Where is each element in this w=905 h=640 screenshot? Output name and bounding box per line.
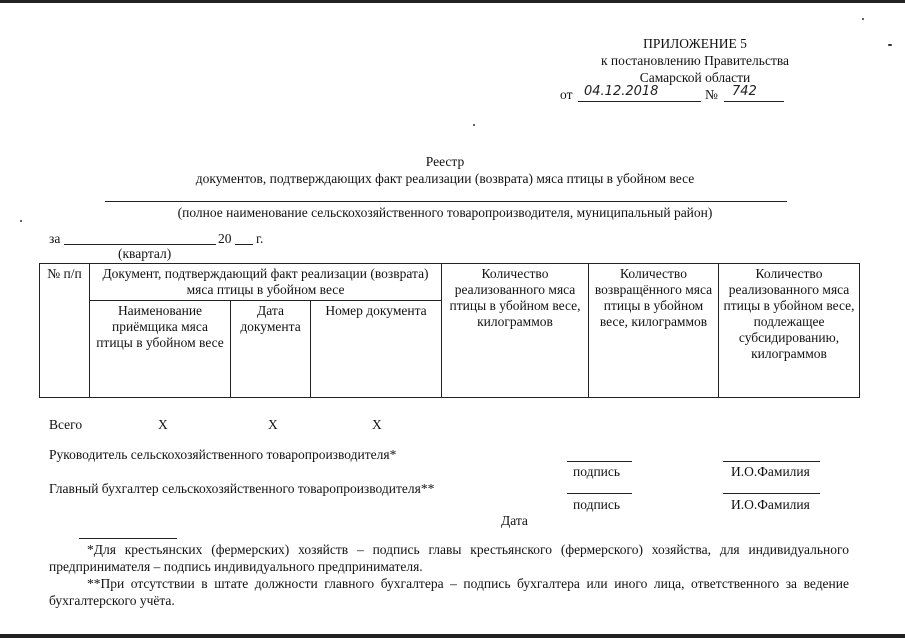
accountant-name-caption: И.О.Фамилия <box>731 497 810 512</box>
quarter-caption: (квартал) <box>118 246 172 261</box>
appendix-title: ПРИЛОЖЕНИЕ 5 <box>643 36 747 51</box>
appendix-date-handwritten: 04.12.2018 <box>584 84 659 99</box>
scan-bottom-edge <box>0 634 905 638</box>
col-header-returned-quantity: Количество возвращённого мяса птицы в убойном весе, килограммов <box>589 264 719 398</box>
head-signature-caption: подпись <box>573 464 621 479</box>
col-header-subsidy-quantity: Количество реализованного мяса птицы в убойном весе, подлежащее субсидированию, килограммов <box>719 264 860 398</box>
accountant-name-line <box>723 493 820 494</box>
producer-name-line <box>105 201 787 202</box>
accountant-signature-caption: подпись <box>573 497 621 512</box>
period-century: 20 <box>218 231 232 246</box>
scan-speck <box>862 18 864 20</box>
accountant-signature-label: Главный бухгалтер сельскохозяйственного товаропроизводителя** <box>49 481 435 496</box>
date-label: Дата <box>501 513 528 528</box>
appendix-region-line: Самарской области <box>639 70 751 85</box>
col-header-receiver: Наименование приёмщика мяса птицы в убойном весе <box>90 301 231 398</box>
scan-speck <box>888 44 892 46</box>
registry-subtitle: документов, подтверждающих факт реализации (возврата) мяса птицы в убойном весе <box>195 171 695 186</box>
appendix-date-line <box>578 101 701 102</box>
footnote-2: **При отсутствии в штате должности главного бухгалтера – подпись бухгалтера или иного лица, ответственного за ведение бухгалтерского учёта. <box>49 576 849 608</box>
totals-mark-date: X <box>268 417 278 432</box>
accountant-signature-line <box>567 493 632 494</box>
appendix-decree-line: к постановлению Правительства <box>600 53 790 68</box>
appendix-number-prefix: № <box>705 87 718 102</box>
head-signature-line <box>567 461 632 462</box>
scan-speck <box>20 220 22 222</box>
head-name-caption: И.О.Фамилия <box>731 464 810 479</box>
col-header-sold-quantity: Количество реализованного мяса птицы в убойном весе, килограммов <box>442 264 589 398</box>
footnote-separator <box>79 538 177 539</box>
producer-name-caption: (полное наименование сельскохозяйственного товаропроизводителя, муниципальный район) <box>177 205 713 220</box>
scan-speck <box>473 124 475 126</box>
totals-mark-receiver: X <box>158 417 168 432</box>
totals-mark-number: X <box>372 417 382 432</box>
scan-top-edge <box>0 0 905 3</box>
head-name-line <box>723 461 820 462</box>
col-header-document-group: Документ, подтверждающий факт реализации (возврата) мяса птицы в убойном весе <box>90 264 442 301</box>
footnotes <box>49 541 849 609</box>
period-year-suffix: г. <box>256 231 264 246</box>
appendix-date-prefix: от <box>560 87 573 102</box>
year-line <box>235 244 253 245</box>
appendix-number-handwritten: 742 <box>732 84 757 99</box>
col-header-number: № п/п <box>40 264 90 398</box>
col-header-document-number: Номер документа <box>311 301 442 398</box>
registry-title: Реестр <box>425 154 465 169</box>
head-signature-label: Руководитель сельскохозяйственного товаропроизводителя* <box>49 447 397 462</box>
registry-table <box>39 263 860 398</box>
footnote-1: *Для крестьянских (фермерских) хозяйств – подпись главы крестьянского (фермерского) хозяйства, для индивидуального предпринимателя – подпись индивидуального предпринимателя. <box>49 542 849 574</box>
appendix-number-line <box>724 101 784 102</box>
totals-label: Всего <box>49 417 83 432</box>
col-header-document-date: Дата документа <box>231 301 311 398</box>
period-prefix: за <box>49 231 61 246</box>
